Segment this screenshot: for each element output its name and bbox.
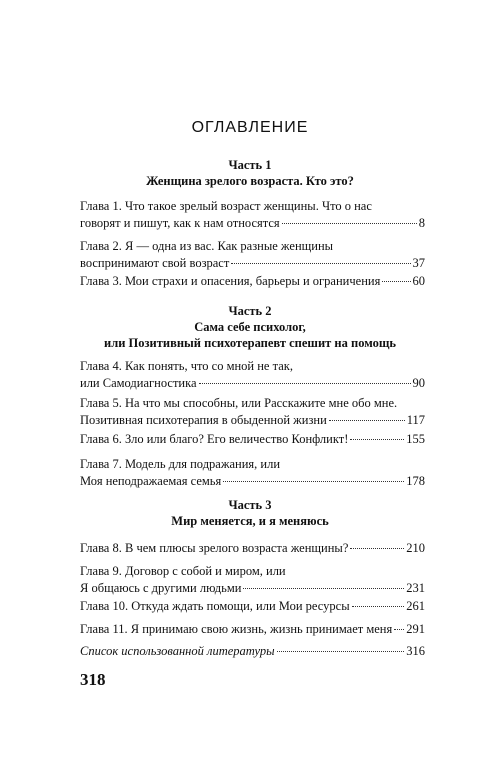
dot-leader (352, 606, 405, 607)
dot-leader (277, 651, 405, 652)
entry-line: Глава 2. Я — одна из вас. Как разные женщины (80, 239, 334, 253)
dot-leader (243, 588, 404, 589)
dot-leader (329, 420, 405, 421)
toc-entry[interactable] (80, 540, 425, 557)
entry-line: Глава 10. Откуда ждать помощи, или Мои ресурсы (80, 599, 350, 613)
entry-line: Глава 3. Мои страхи и опасения, барьеры и ограничения (80, 274, 381, 288)
page-number: 210 (406, 541, 425, 555)
entry-line: Глава 5. На что мы способны, или Расскажите мне обо мне. (80, 396, 398, 410)
dot-leader (199, 383, 411, 384)
entry-line: Глава 6. Зло или благо? Его величество Конфликт! (80, 432, 349, 446)
page-number: 60 (412, 274, 425, 288)
toc-entry[interactable] (80, 198, 425, 231)
toc-entry[interactable] (80, 598, 425, 615)
part-number: Часть 3 (228, 498, 272, 512)
entry-line: Глава 1. Что такое зрелый возраст женщины. Что о нас (80, 199, 372, 213)
dot-leader (382, 281, 410, 282)
page-title: ОГЛАВЛЕНИЕ (191, 119, 309, 136)
dot-leader (282, 223, 417, 224)
part-title-line: Сама себе психолог, (194, 320, 306, 334)
part-title-line: Мир меняется, и я меняюсь (171, 514, 329, 528)
toc-entry[interactable] (80, 456, 425, 489)
entry-line: воспринимают свой возраст (80, 255, 230, 270)
toc-entry[interactable] (80, 395, 425, 428)
dot-leader (394, 629, 404, 630)
dot-leader (350, 439, 404, 440)
entry-line: Глава 7. Модель для подражания, или (80, 457, 281, 471)
dot-leader (223, 481, 404, 482)
page-number: 90 (412, 375, 425, 390)
entry-line: Глава 11. Я принимаю свою жизнь, жизнь принимает меня (80, 622, 393, 636)
entry-line: Моя неподражаемая семья (80, 473, 222, 488)
part-number: Часть 2 (228, 304, 272, 318)
dot-leader (231, 263, 410, 264)
part-title-line: или Позитивный психотерапевт спешит на помощь (104, 336, 396, 350)
toc-entry[interactable] (80, 238, 425, 271)
page-folio: 318 (80, 670, 106, 689)
page-number: 231 (406, 580, 425, 595)
toc-entry[interactable] (80, 431, 425, 448)
page-number: 8 (418, 215, 425, 230)
entry-line: Список использованной литературы (80, 644, 275, 658)
page-number: 291 (406, 622, 425, 636)
part-number: Часть 1 (228, 158, 272, 172)
toc-entry[interactable] (80, 643, 425, 660)
page-number: 316 (406, 644, 425, 658)
toc-entry[interactable] (80, 563, 425, 596)
entry-line: Позитивная психотерапия в обыденной жизни (80, 412, 327, 427)
entry-line: Глава 4. Как понять, что со мной не так, (80, 359, 293, 373)
page-number: 261 (406, 599, 425, 613)
page-number: 178 (406, 473, 425, 488)
dot-leader (350, 548, 404, 549)
entry-line: Глава 8. В чем плюсы зрелого возраста женщины? (80, 541, 349, 555)
part-title-line: Женщина зрелого возраста. Кто это? (146, 174, 354, 188)
part-heading (60, 303, 440, 351)
entry-line: или Самодиагностика (80, 375, 197, 390)
entry-line: Я общаюсь с другими людьми (80, 580, 242, 595)
page-number: 117 (406, 412, 425, 427)
toc-entry[interactable] (80, 273, 425, 290)
page-number: 37 (412, 255, 425, 270)
part-heading (60, 497, 440, 529)
entry-line: говорят и пишут, как к нам относятся (80, 215, 280, 230)
entry-line: Глава 9. Договор с собой и миром, или (80, 564, 286, 578)
part-heading (60, 157, 440, 189)
page-number: 155 (406, 432, 425, 446)
toc-entry[interactable] (80, 621, 425, 638)
toc-entry[interactable] (80, 358, 425, 391)
